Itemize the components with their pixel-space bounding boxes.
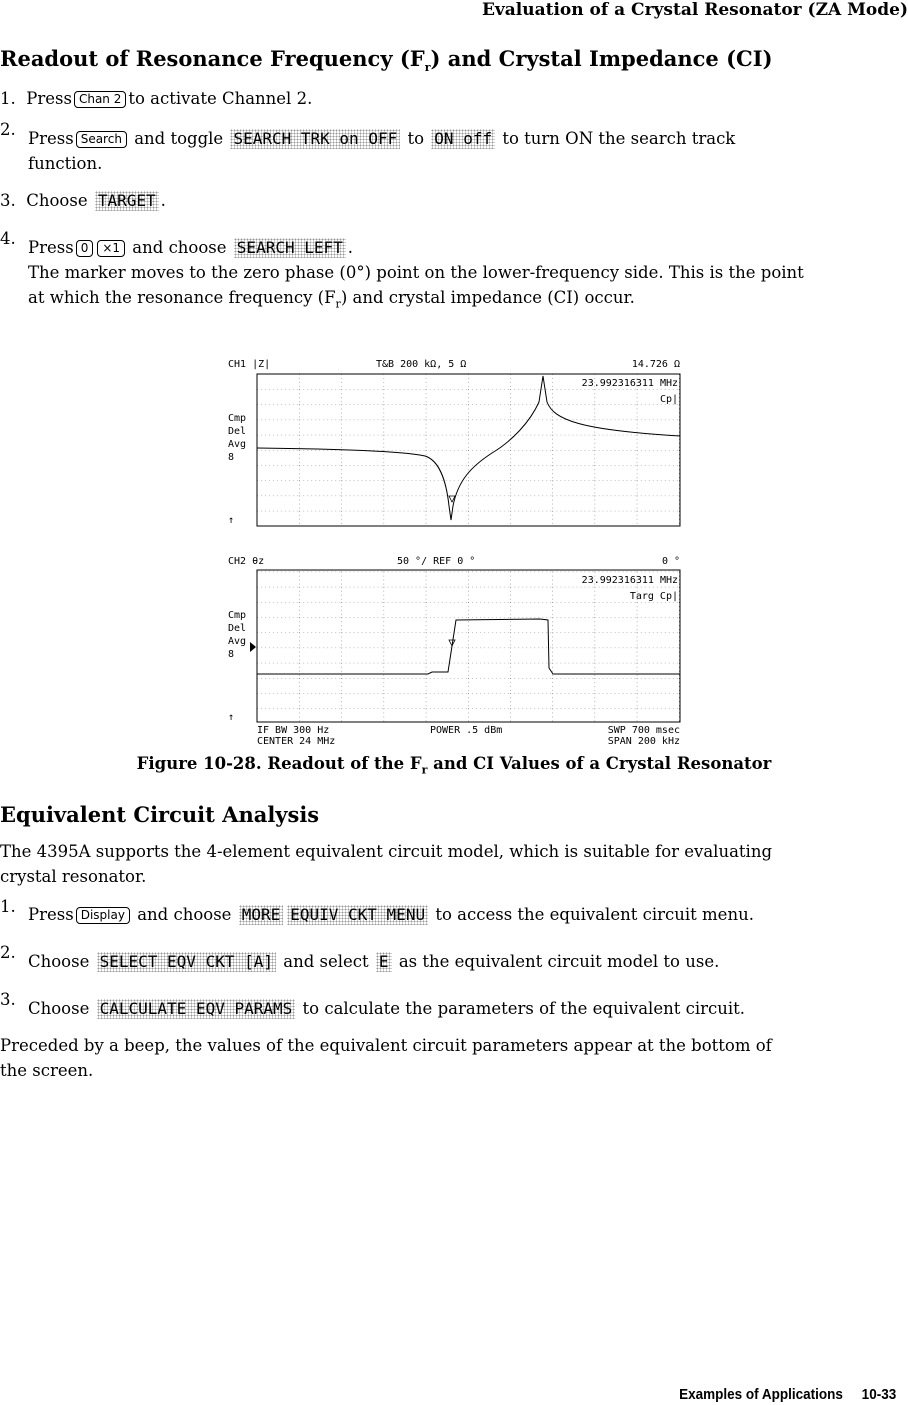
ch2-graticule <box>257 570 680 722</box>
figure-caption: Figure 10-28. Readout of the $F_r$ and CI Values of a Crystal Resonator <box>136 754 772 777</box>
softkey-calculate-eqv-params: CALCULATE EQV PARAMS <box>97 999 296 1019</box>
ch1-arrow: ↑ <box>228 515 235 526</box>
softkey-target: TARGET <box>95 191 159 211</box>
softkey-search-trk: SEARCH TRK on OFF <box>230 129 400 149</box>
eq-step-1: Press Display and choose MORE EQUIV CKT MENU to access the equivalent circuit menu. <box>28 905 754 924</box>
ch2-ifbw: IF BW 300 Hz <box>257 725 330 736</box>
step-2-continued: function. <box>28 154 103 173</box>
ch2-mode: Targ Cp| <box>629 591 678 602</box>
ch2-label-cmp: Cmp <box>228 610 247 621</box>
eq-step-3-number: 3. <box>0 990 16 1009</box>
step-3: 3. Choose TARGET . <box>0 191 166 210</box>
step-2: Press Search and toggle SEARCH TRK on OFF to ON off to turn ON the search track <box>28 129 736 148</box>
x1-key: ×1 <box>97 240 125 257</box>
section-title-readout: Readout of Resonance Frequency $(F_r)$ and Crystal Impedance (CI) <box>0 46 773 75</box>
ch1-mode: Cp| <box>659 394 678 405</box>
ch2-scale: 50 °/ REF 0 ° <box>397 556 476 567</box>
eq-step-1-number: 1. <box>0 897 16 916</box>
running-header: Evaluation of a Crystal Resonator (ZA Mode) <box>481 0 908 20</box>
ch1-label-cmp: Cmp <box>228 413 247 424</box>
ch2-ref-pointer-icon <box>250 642 256 652</box>
chan2-key: Chan 2 <box>74 91 126 108</box>
display-key: Display <box>76 907 130 924</box>
softkey-more: MORE <box>239 905 284 925</box>
ch2-sweep: SWP 700 msec <box>607 725 680 736</box>
ch2-label-del: Del <box>228 623 247 634</box>
softkey-on-off: ON off <box>431 129 495 149</box>
eq-step-2: Choose SELECT EQV CKT [A] and select E as the equivalent circuit model to use. <box>28 952 720 971</box>
ch1-scale: T&B 200 kΩ, 5 Ω <box>376 359 467 370</box>
ch2-span: SPAN 200 kHz <box>607 736 680 747</box>
step-4: Press 0 ×1 and choose SEARCH LEFT . <box>28 238 354 257</box>
softkey-equiv-ckt-menu: EQUIV CKT MENU <box>287 905 428 925</box>
ch1-label-avgn: 8 <box>228 452 235 463</box>
outro-line1: Preceded by a beep, the values of the equivalent circuit parameters appear at the bottom of <box>0 1036 772 1055</box>
ch2-power: POWER .5 dBm <box>430 725 503 736</box>
step-4-number: 4. <box>0 229 16 248</box>
search-key: Search <box>76 131 127 148</box>
step-2-number: 2. <box>0 120 16 139</box>
ch2-label-avg: Avg <box>228 636 247 647</box>
ch1-value: 14.726 Ω <box>631 359 680 370</box>
ch1-title: CH1 |Z| <box>228 359 271 370</box>
ch1-label-del: Del <box>228 426 247 437</box>
page-number: 10-33 <box>861 1386 896 1403</box>
step-4-line2: The marker moves to the zero phase (0°) point on the lower-frequency side. This is the point <box>28 263 804 282</box>
step-4-line3: at which the resonance frequency $(F_r)$ and crystal impedance (CI) occur. <box>28 288 635 311</box>
ch2-center: CENTER 24 MHz <box>257 736 336 747</box>
ch1-label-avg: Avg <box>228 439 247 450</box>
ch1-graticule <box>257 374 680 526</box>
step-1: 1. Press Chan 2 to activate Channel 2. <box>0 89 313 108</box>
ch2-value: 0 ° <box>661 556 680 567</box>
ch1-marker-readout: 23.992316311 MHz <box>581 378 678 389</box>
outro-line2: the screen. <box>0 1061 94 1080</box>
ch2-arrow: ↑ <box>228 712 235 723</box>
ch2-marker-readout: 23.992316311 MHz <box>581 575 678 586</box>
intro-line2: crystal resonator. <box>0 867 147 886</box>
section-title-equivalent-circuit: Equivalent Circuit Analysis <box>0 802 320 827</box>
softkey-select-eqv-ckt: SELECT EQV CKT [A] <box>97 952 276 972</box>
eq-step-2-number: 2. <box>0 943 16 962</box>
ch2-title: CH2 θz <box>228 556 265 567</box>
zero-key: 0 <box>76 240 94 257</box>
softkey-search-left: SEARCH LEFT <box>234 238 346 258</box>
eq-step-3: Choose CALCULATE EQV PARAMS to calculate the parameters of the equivalent circuit. <box>28 999 746 1018</box>
page-footer: Examples of Applications 10-33 <box>678 1386 896 1403</box>
softkey-e: E <box>376 952 392 972</box>
ch2-label-avgn: 8 <box>228 649 235 660</box>
intro-line1: The 4395A supports the 4-element equivalent circuit model, which is suitable for evaluating <box>0 842 773 861</box>
analyzer-screen <box>220 350 690 750</box>
